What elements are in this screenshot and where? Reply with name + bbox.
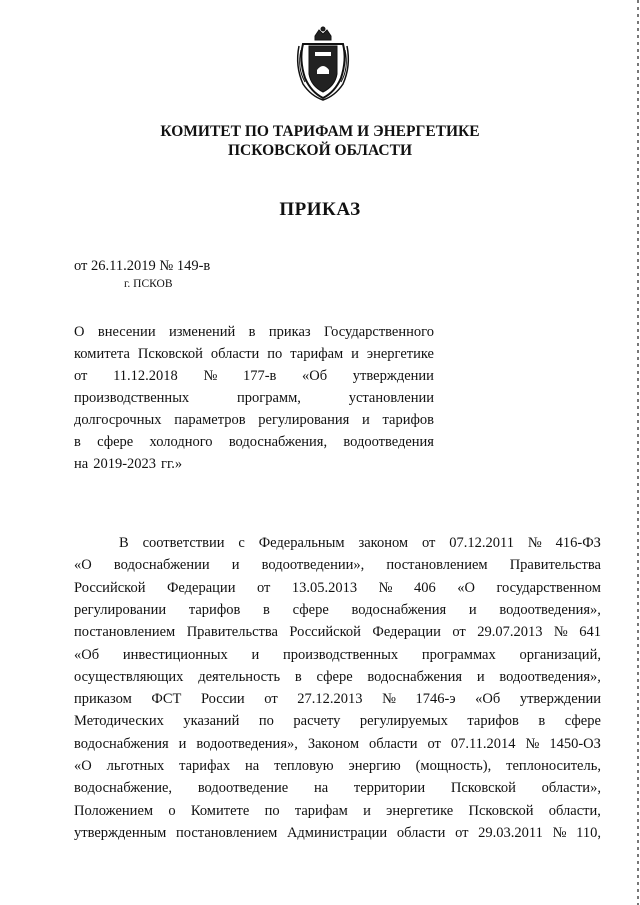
pskov-coat-of-arms-icon bbox=[293, 26, 353, 102]
organization-name-line-2: ПСКОВСКОЙ ОБЛАСТИ bbox=[227, 142, 412, 159]
subject-line: долгосрочных параметров регулирования и тарифов bbox=[74, 412, 434, 428]
body-line: «О льготных тарифах на тепловую энергию (мощность), теплоноситель, bbox=[74, 758, 601, 774]
body-line: Положением о Комитете по тарифам и энергетике Псковской области, bbox=[74, 802, 601, 819]
subject-line: от 11.12.2018 № 177-в «Об утверждении bbox=[74, 368, 434, 384]
subject-line: производственных программ, установлении bbox=[74, 390, 434, 406]
body-line: водоснабжения и водоотведения», Законом области от 07.11.2014 № 1450-ОЗ bbox=[74, 735, 601, 752]
city: г. ПСКОВ bbox=[124, 278, 173, 290]
body-line: утвержденным постановлением Администрации области от 29.03.2011 № 110, bbox=[74, 824, 601, 841]
body-line: Российской Федерации от 13.05.2013 № 406 «О государственном bbox=[74, 579, 601, 596]
body-line: приказом ФСТ России от 27.12.2013 № 1746-э «Об утверждении bbox=[74, 691, 601, 708]
document-type: ПРИКАЗ bbox=[279, 199, 361, 220]
body-line: Методических указаний по расчету регулируемых тарифов в сфере bbox=[74, 713, 601, 730]
subject-line: комитета Псковской области по тарифам и энергетике bbox=[74, 346, 434, 362]
organization-name-line-1: КОМИТЕТ ПО ТАРИФАМ И ЭНЕРГЕТИКЕ bbox=[160, 123, 480, 140]
subject-line: в сфере холодного водоснабжения, водоотведения bbox=[74, 434, 434, 450]
body-line: постановлением Правительства Российской Федерации от 29.07.2013 № 641 bbox=[74, 624, 601, 641]
body-line: регулировании тарифов в сфере водоснабжения и водоотведения», bbox=[74, 601, 601, 618]
body-line: В соответствии с Федеральным законом от 07.12.2011 № 416-ФЗ bbox=[119, 535, 601, 551]
subject-line: О внесении изменений в приказ Государственного bbox=[74, 324, 434, 340]
subject-line: на 2019-2023 гг.» bbox=[74, 456, 183, 472]
body-line: осуществляющих деятельность в сфере водоснабжения и водоотведения», bbox=[74, 668, 601, 685]
order-preamble bbox=[74, 532, 601, 844]
order-subject bbox=[74, 321, 434, 475]
body-line: водоснабжение, водоотведение на территории Псковской области», bbox=[74, 780, 601, 797]
body-line: «Об инвестиционных и производственных программах организаций, bbox=[74, 646, 601, 663]
body-line: «О водоснабжении и водоотведении», постановлением Правительства bbox=[74, 557, 601, 574]
date-number: от 26.11.2019 № 149-в bbox=[74, 258, 211, 274]
